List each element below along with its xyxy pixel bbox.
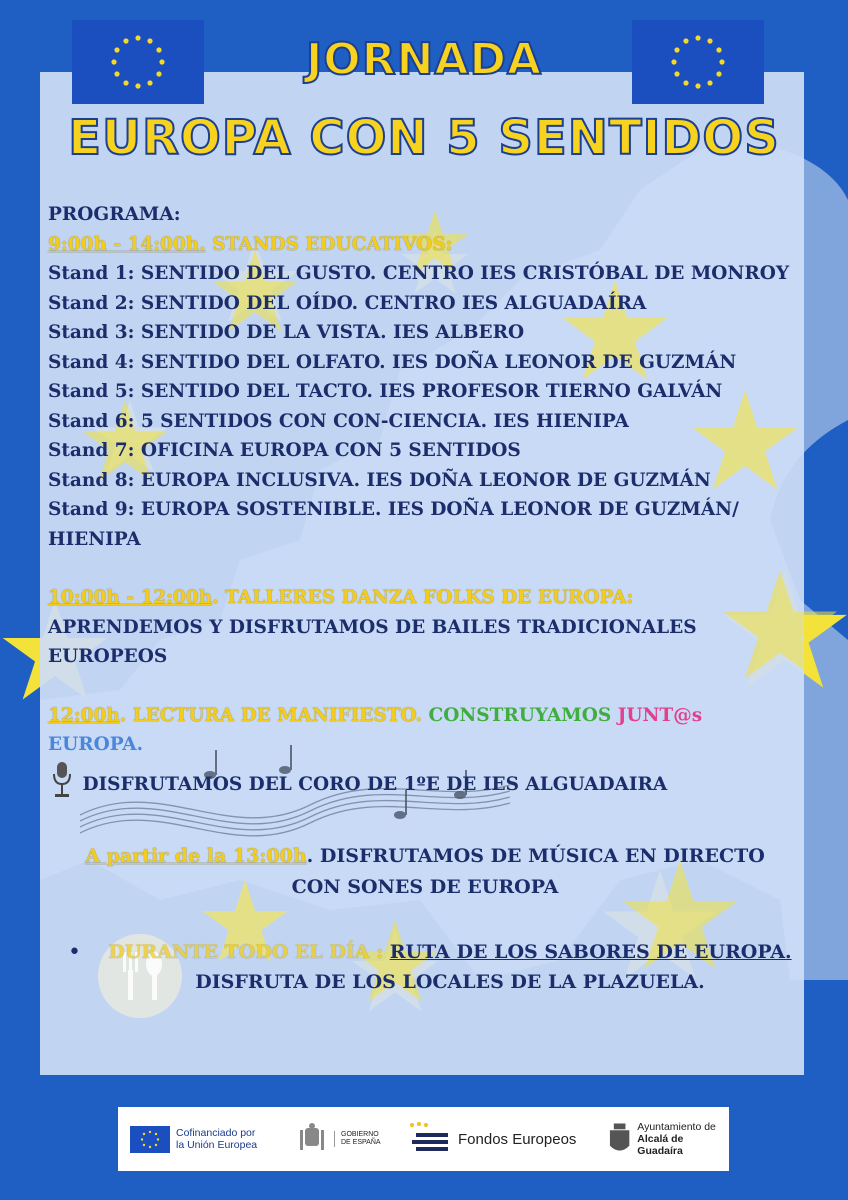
program-heading: PROGRAMA: (48, 204, 181, 225)
eu-cofinanced-logo (130, 1107, 257, 1171)
allday-line-2: DISFRUTA DE LOS LOCALES DE LA PLAZUELA. (195, 971, 705, 993)
manifesto-europa: EUROPA. (48, 734, 144, 755)
dance-time: 10:00h - 12:00h (48, 587, 213, 608)
music-label: . DISFRUTAMOS DE MÚSICA EN DIRECTO (306, 845, 765, 867)
alcala-crest-icon (608, 1122, 631, 1156)
spain-coat-of-arms-icon (298, 1122, 326, 1156)
title-jornada: JORNADA (305, 34, 543, 85)
manifesto-time: 12:00h (48, 704, 120, 726)
microphone-icon (48, 760, 76, 810)
choir-text: DISFRUTAMOS DEL CORO DE 1ºE DE IES ALGUADAIRA (82, 773, 668, 795)
fondos-europeos-logo (408, 1107, 576, 1171)
stand-item: Stand 2: SENTIDO DEL OÍDO. CENTRO IES ALGUADAÍRA (48, 292, 647, 314)
stand-item: Stand 3: SENTIDO DE LA VISTA. IES ALBERO (48, 322, 525, 343)
eu-flag-small-icon (130, 1126, 170, 1153)
stand-item: Stand 6: 5 SENTIDOS CON CON-CIENCIA. IES HIENIPA (48, 410, 629, 432)
stands-header (48, 230, 808, 260)
stands-time: 9:00h - 14:00h. (48, 233, 206, 255)
program-section (48, 200, 808, 809)
gobierno-logo (298, 1107, 381, 1171)
title-europa-5-sentidos: EUROPA CON 5 SENTIDOS (68, 110, 780, 166)
ayto-text-2: Alcalá de Guadaíra (637, 1133, 684, 1157)
allday-route: RUTA DE LOS SABORES DE EUROPA. (389, 941, 792, 963)
manifesto-green: CONSTRUYAMOS (428, 704, 618, 726)
stand-item: Stand 1: SENTIDO DEL GUSTO. CENTRO IES CRISTÓBAL DE MONROY (48, 263, 790, 284)
stands-label: STANDS EDUCATIVOS: (205, 233, 453, 255)
stand-item: Stand 8: EUROPA INCLUSIVA. IES DOÑA LEONOR DE GUZMÁN (48, 469, 711, 491)
ayuntamiento-logo (608, 1107, 729, 1171)
manifesto-pink: JUNT@s (617, 704, 703, 726)
dance-label: . TALLERES DANZA FOLKS DE EUROPA: (212, 587, 634, 608)
ayto-text-1: Ayuntamiento de (637, 1121, 716, 1133)
sponsor-logo-bar (118, 1107, 729, 1171)
gob-text-1: GOBIERNO (341, 1131, 379, 1138)
music-line-2: CON SONES DE EUROPA (291, 876, 559, 898)
choir-line (48, 760, 808, 810)
eu-text-2: la Unión Europea (176, 1139, 258, 1151)
allday-label: DURANTE TODO EL DÍA : (108, 941, 390, 963)
stand-item: Stand 4: SENTIDO DEL OLFATO. IES DOÑA LEONOR DE GUZMÁN (48, 351, 737, 373)
music-time: A partir de la 13:00h (85, 845, 307, 867)
bullet-icon: • (68, 940, 81, 965)
dance-header (48, 583, 808, 613)
fondos-text: Fondos Europeos (458, 1130, 577, 1148)
eu-text-1: Cofinanciado por (176, 1127, 256, 1139)
dance-description: APRENDEMOS Y DISFRUTAMOS DE BAILES TRADICIONALES (48, 616, 697, 638)
stand-item: Stand 9: EUROPA SOSTENIBLE. IES DOÑA LEONOR DE GUZMÁN/ (48, 499, 739, 520)
gob-text-2: DE ESPAÑA (341, 1139, 381, 1146)
dance-description-2: EUROPEOS (48, 646, 168, 667)
allday-line-1 (100, 938, 800, 967)
stand-item: Stand 5: SENTIDO DEL TACTO. IES PROFESOR TIERNO GALVÁN (48, 381, 723, 402)
stand-item: Stand 7: OFICINA EUROPA CON 5 SENTIDOS (48, 440, 521, 461)
music-line-1 (60, 842, 790, 871)
fondos-europeos-icon (408, 1121, 452, 1157)
manifesto-line (48, 701, 808, 731)
manifesto-label: . LECTURA DE MANIFIESTO. (119, 704, 429, 726)
stand-item: HIENIPA (48, 528, 141, 550)
